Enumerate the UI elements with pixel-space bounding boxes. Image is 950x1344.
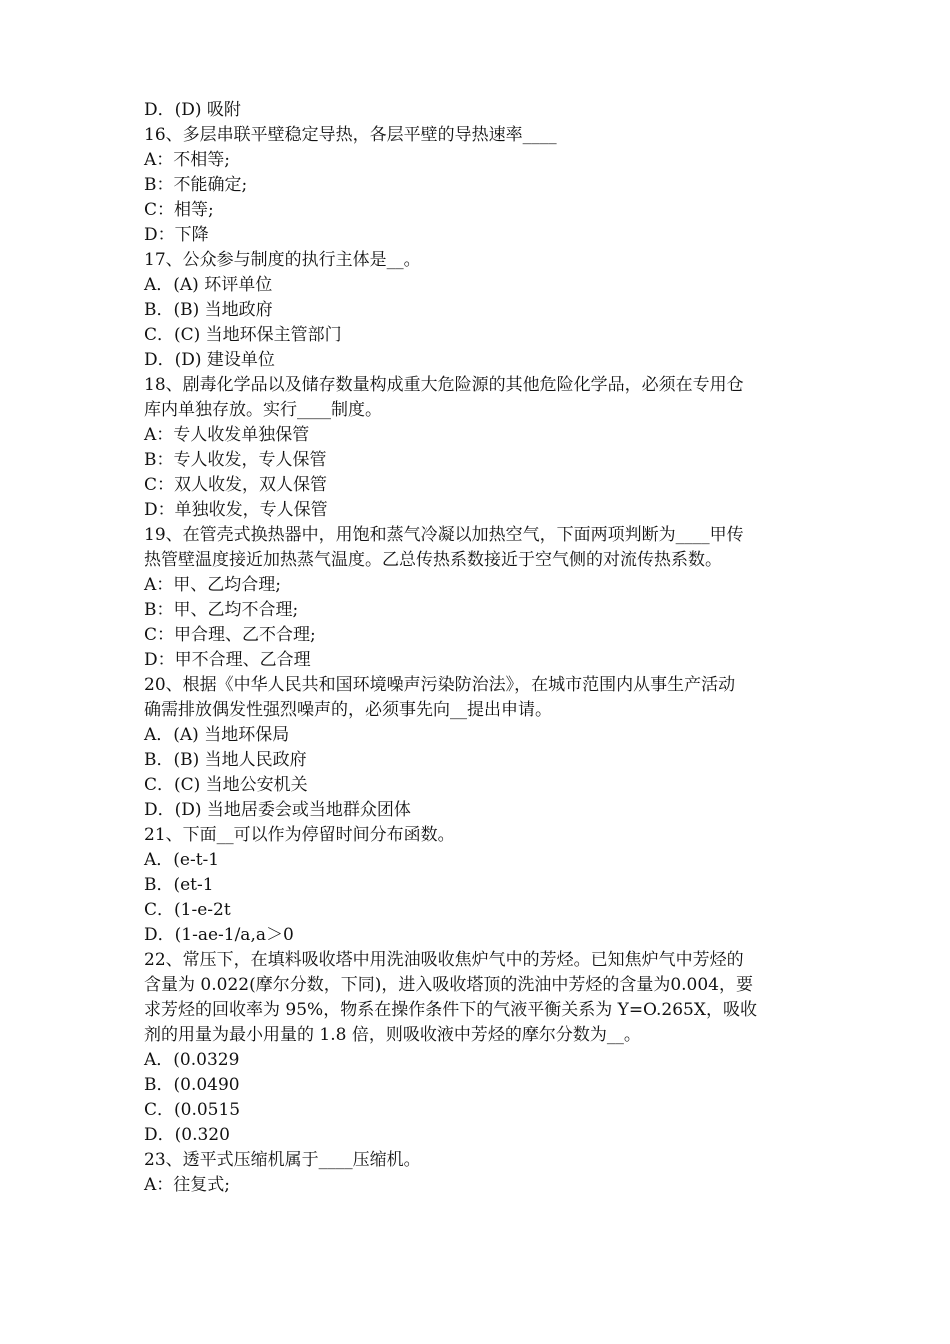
question-20-continued: 确需排放偶发性强烈噪声的，必须事先向__提出申请。 xyxy=(144,700,552,720)
option-line: C．(C) 当地环保主管部门 xyxy=(144,325,342,345)
question-21: 21、下面__可以作为停留时间分布函数。 xyxy=(144,825,455,845)
option-line: D．(D) 建设单位 xyxy=(144,350,275,370)
option-line: D：单独收发，专人保管 xyxy=(144,500,328,520)
option-line: A．(0.0329 xyxy=(144,1050,240,1070)
question-20: 20、根据《中华人民共和国环境噪声污染防治法》，在城市范围内从事生产活动 xyxy=(144,675,736,695)
option-line: A：甲、乙均合理; xyxy=(144,575,282,595)
option-line: C．(1-e-2t xyxy=(144,900,231,920)
question-18-continued: 库内单独存放。实行____制度。 xyxy=(144,400,382,420)
question-19: 19、在管壳式换热器中，用饱和蒸气冷凝以加热空气，下面两项判断为____甲传 xyxy=(144,525,744,545)
option-line: B：甲、乙均不合理; xyxy=(144,600,299,620)
option-line: A．(A) 当地环保局 xyxy=(144,725,290,745)
question-19-continued: 热管壁温度接近加热蒸气温度。乙总传热系数接近于空气侧的对流传热系数。 xyxy=(144,550,722,570)
question-17: 17、公众参与制度的执行主体是__。 xyxy=(144,250,421,270)
option-line: D：下降 xyxy=(144,225,209,245)
option-line: C．(0.0515 xyxy=(144,1100,241,1120)
option-line: D．(D) 当地居委会或当地群众团体 xyxy=(144,800,411,820)
option-line: C．(C) 当地公安机关 xyxy=(144,775,308,795)
question-22-continued: 剂的用量为最小用量的 1.8 倍，则吸收液中芳烃的摩尔分数为__。 xyxy=(144,1025,641,1045)
question-16: 16、多层串联平壁稳定导热，各层平壁的导热速率____ xyxy=(144,125,557,145)
option-line: B．(B) 当地人民政府 xyxy=(144,750,307,770)
question-22-continued: 含量为 0.022(摩尔分数，下同)，进入吸收塔顶的洗油中芳烃的含量为0.004，要 xyxy=(144,975,754,995)
question-18: 18、剧毒化学品以及储存数量构成重大危险源的其他危险化学品，必须在专用仓 xyxy=(144,375,744,395)
option-line: A：往复式; xyxy=(144,1175,231,1195)
option-line: B：专人收发，专人保管 xyxy=(144,450,327,470)
option-line: B：不能确定; xyxy=(144,175,248,195)
option-line: A．(e-t-1 xyxy=(144,850,220,870)
question-23: 23、透平式压缩机属于____压缩机。 xyxy=(144,1150,421,1170)
option-line: D．(0.320 xyxy=(144,1125,230,1145)
option-line: A：不相等; xyxy=(144,150,231,170)
option-line: D：甲不合理、乙合理 xyxy=(144,650,311,670)
document-body xyxy=(144,98,808,1198)
option-line: C：相等; xyxy=(144,200,214,220)
option-line: A．(A) 环评单位 xyxy=(144,275,273,295)
option-line: D．(D) 吸附 xyxy=(144,100,241,120)
option-line: B．(et-1 xyxy=(144,875,214,895)
option-line: B．(0.0490 xyxy=(144,1075,240,1095)
option-line: B．(B) 当地政府 xyxy=(144,300,273,320)
question-22: 22、常压下，在填料吸收塔中用洗油吸收焦炉气中的芳烃。已知焦炉气中芳烃的 xyxy=(144,950,744,970)
option-line: C：甲合理、乙不合理; xyxy=(144,625,316,645)
option-line: C：双人收发，双人保管 xyxy=(144,475,328,495)
question-22-continued: 求芳烃的回收率为 95%，物系在操作条件下的气液平衡关系为 Y=O.265X，吸收 xyxy=(144,1000,757,1020)
option-line: A：专人收发单独保管 xyxy=(144,425,310,445)
option-line: D．(1-ae-1/a,a＞0 xyxy=(144,925,294,945)
